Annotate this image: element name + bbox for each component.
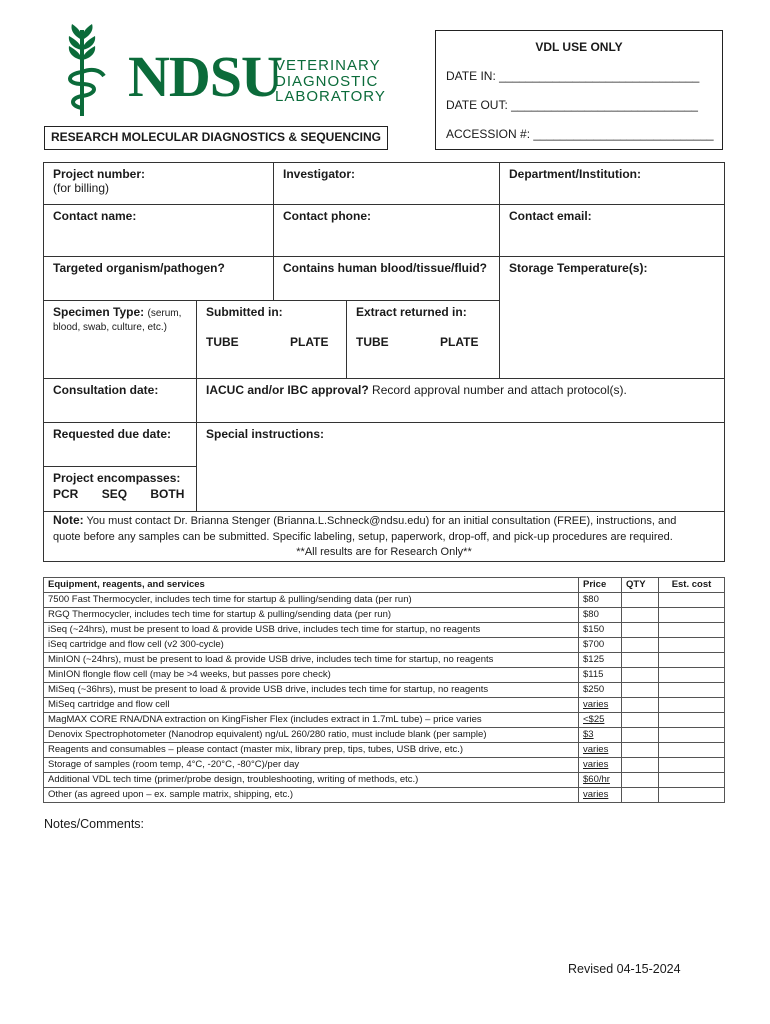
table-row xyxy=(44,743,725,758)
project-number-cell[interactable] xyxy=(44,163,274,205)
service-est-cost-input[interactable] xyxy=(659,698,725,713)
submitted-tube-option[interactable]: TUBE xyxy=(206,335,239,349)
table-row xyxy=(44,638,725,653)
notes-comments-label: Notes/Comments: xyxy=(44,817,145,831)
service-price: $125 xyxy=(579,653,622,668)
header-qty: QTY xyxy=(622,578,659,593)
service-item: MiSeq (~36hrs), must be present to load & provide USB drive, includes tech time for startup, no reagents xyxy=(44,683,579,698)
service-est-cost-input[interactable] xyxy=(659,653,725,668)
service-est-cost-input[interactable] xyxy=(659,728,725,743)
notes-comments-area[interactable] xyxy=(44,836,726,946)
service-est-cost-input[interactable] xyxy=(659,788,725,803)
ndsu-wordmark: NDSU xyxy=(128,44,282,109)
service-est-cost-input[interactable] xyxy=(659,743,725,758)
service-price: $60/hr xyxy=(579,773,622,788)
specimen-type-label: Specimen Type: xyxy=(53,305,145,319)
service-price: varies xyxy=(579,743,622,758)
service-qty-input[interactable] xyxy=(622,683,659,698)
seq-option[interactable]: SEQ xyxy=(101,487,128,501)
service-item: MinION flongle flow cell (may be >4 weeks, but passes pore check) xyxy=(44,668,579,683)
department-label: Department/Institution: xyxy=(509,167,641,181)
contact-email-cell[interactable] xyxy=(500,205,724,257)
contact-email-label: Contact email: xyxy=(509,209,592,223)
service-est-cost-input[interactable] xyxy=(659,668,725,683)
service-price: $150 xyxy=(579,623,622,638)
services-table xyxy=(43,577,725,803)
human-blood-label: Contains human blood/tissue/fluid? xyxy=(283,261,487,275)
special-instructions-cell[interactable] xyxy=(197,423,724,511)
special-instructions-label: Special instructions: xyxy=(206,427,325,441)
date-in-field[interactable]: DATE IN: ______________________________ xyxy=(446,69,700,83)
service-est-cost-input[interactable] xyxy=(659,623,725,638)
table-row xyxy=(44,593,725,608)
specimen-hint-2: blood, swab, culture, etc.) xyxy=(53,322,167,333)
service-qty-input[interactable] xyxy=(622,593,659,608)
extract-plate-option[interactable]: PLATE xyxy=(440,335,479,349)
contact-name-cell[interactable] xyxy=(44,205,274,257)
pcr-option[interactable]: PCR xyxy=(53,487,79,501)
service-item: Additional VDL tech time (primer/probe design, troubleshooting, writing of methods, etc.) xyxy=(44,773,579,788)
ndsu-logo xyxy=(60,22,390,122)
targeted-organism-cell[interactable] xyxy=(44,257,274,301)
storage-temperature-cell[interactable] xyxy=(500,257,724,379)
service-qty-input[interactable] xyxy=(622,743,659,758)
service-item: RGQ Thermocycler, includes tech time for startup & pulling/sending data (per run) xyxy=(44,608,579,623)
service-qty-input[interactable] xyxy=(622,773,659,788)
service-item: Storage of samples (room temp, 4°C, -20°C, -80°C)/per day xyxy=(44,758,579,773)
revision-date: Revised 04-15-2024 xyxy=(568,962,681,976)
requested-due-cell[interactable] xyxy=(44,423,197,467)
service-item: iSeq cartridge and flow cell (v2 300-cycle) xyxy=(44,638,579,653)
both-option[interactable]: BOTH xyxy=(150,487,185,501)
service-item: MagMAX CORE RNA/DNA extraction on KingFisher Flex (includes extract in 1.7mL tube) – price varies xyxy=(44,713,579,728)
logo-line-veterinary: VETERINARY xyxy=(275,57,381,74)
extract-returned-label: Extract returned in: xyxy=(356,305,467,319)
service-price: varies xyxy=(579,788,622,803)
service-est-cost-input[interactable] xyxy=(659,593,725,608)
department-cell[interactable] xyxy=(500,163,724,205)
service-est-cost-input[interactable] xyxy=(659,758,725,773)
service-price: <$25 xyxy=(579,713,622,728)
service-est-cost-input[interactable] xyxy=(659,773,725,788)
project-encompasses-label: Project encompasses: xyxy=(53,471,181,485)
service-price: $80 xyxy=(579,593,622,608)
service-qty-input[interactable] xyxy=(622,713,659,728)
header-est-cost: Est. cost xyxy=(659,578,725,593)
service-qty-input[interactable] xyxy=(622,698,659,713)
header-price: Price xyxy=(579,578,622,593)
table-row xyxy=(44,683,725,698)
service-price: $80 xyxy=(579,608,622,623)
iacuc-cell[interactable] xyxy=(197,379,724,423)
service-price: $250 xyxy=(579,683,622,698)
consultation-date-label: Consultation date: xyxy=(53,383,159,397)
submission-form-grid xyxy=(43,162,725,512)
note-box xyxy=(43,512,725,562)
extract-returned-cell xyxy=(347,301,500,379)
service-price: varies xyxy=(579,698,622,713)
logo-line-laboratory: LABORATORY xyxy=(275,88,386,105)
service-item: 7500 Fast Thermocycler, includes tech time for startup & pulling/sending data (per run) xyxy=(44,593,579,608)
service-item: MinION (~24hrs), must be present to load & provide USB drive, includes tech time for startup, no reagents xyxy=(44,653,579,668)
investigator-cell[interactable] xyxy=(274,163,500,205)
service-item: MiSeq cartridge and flow cell xyxy=(44,698,579,713)
service-qty-input[interactable] xyxy=(622,608,659,623)
form-title: RESEARCH MOLECULAR DIAGNOSTICS & SEQUENCING xyxy=(44,126,388,150)
iacuc-label: IACUC and/or IBC approval? xyxy=(206,383,369,397)
project-number-label: Project number: xyxy=(53,167,146,181)
requested-due-label: Requested due date: xyxy=(53,427,172,441)
submitted-in-label: Submitted in: xyxy=(206,305,283,319)
table-row xyxy=(44,728,725,743)
date-out-field[interactable]: DATE OUT: ____________________________ xyxy=(446,98,698,112)
extract-tube-option[interactable]: TUBE xyxy=(356,335,389,349)
table-row xyxy=(44,608,725,623)
table-row xyxy=(44,668,725,683)
service-qty-input[interactable] xyxy=(622,653,659,668)
table-row xyxy=(44,653,725,668)
investigator-label: Investigator: xyxy=(283,167,356,181)
service-est-cost-input[interactable] xyxy=(659,638,725,653)
service-qty-input[interactable] xyxy=(622,638,659,653)
services-table-body xyxy=(44,593,725,803)
service-qty-input[interactable] xyxy=(622,623,659,638)
table-row xyxy=(44,623,725,638)
service-qty-input[interactable] xyxy=(622,728,659,743)
services-header-row xyxy=(44,578,725,593)
service-price: $700 xyxy=(579,638,622,653)
service-qty-input[interactable] xyxy=(622,788,659,803)
table-row xyxy=(44,788,725,803)
iacuc-instructions: Record approval number and attach protocol(s). xyxy=(372,383,627,397)
table-row xyxy=(44,713,725,728)
consultation-date-cell[interactable] xyxy=(44,379,197,423)
targeted-organism-label: Targeted organism/pathogen? xyxy=(53,261,225,275)
table-row xyxy=(44,698,725,713)
submitted-plate-option[interactable]: PLATE xyxy=(290,335,329,349)
service-est-cost-input[interactable] xyxy=(659,608,725,623)
for-billing-note: (for billing) xyxy=(53,181,110,195)
service-item: Reagents and consumables – please contact (master mix, library prep, tips, tubes, USB drive, etc.) xyxy=(44,743,579,758)
service-price: $115 xyxy=(579,668,622,683)
storage-temperature-label: Storage Temperature(s): xyxy=(509,261,648,275)
specimen-type-cell[interactable] xyxy=(44,301,197,379)
logo-line-diagnostic: DIAGNOSTIC xyxy=(275,73,379,90)
contact-phone-cell[interactable] xyxy=(274,205,500,257)
caduceus-icon xyxy=(60,22,120,122)
note-line-3: **All results are for Research Only** xyxy=(296,546,472,558)
note-line-2: quote before any samples can be submitted. Specific labeling, setup, paperwork, drop-off, and pick-up procedures are required. xyxy=(53,530,673,543)
contact-name-label: Contact name: xyxy=(53,209,137,223)
service-price: $3 xyxy=(579,728,622,743)
service-item: Denovix Spectrophotometer (Nanodrop equivalent) ng/uL 260/280 ratio, must include blank (per sample) xyxy=(44,728,579,743)
service-item: Other (as agreed upon – ex. sample matrix, shipping, etc.) xyxy=(44,788,579,803)
table-row xyxy=(44,773,725,788)
contact-phone-label: Contact phone: xyxy=(283,209,371,223)
vdl-title: VDL USE ONLY xyxy=(535,40,623,54)
service-price: varies xyxy=(579,758,622,773)
accession-field[interactable]: ACCESSION #: ___________________________ xyxy=(446,127,714,141)
service-qty-input[interactable] xyxy=(622,668,659,683)
submitted-in-cell xyxy=(197,301,347,379)
vdl-use-only-box xyxy=(435,30,723,150)
service-item: iSeq (~24hrs), must be present to load & provide USB drive, includes tech time for startup, no reagents xyxy=(44,623,579,638)
table-row xyxy=(44,758,725,773)
service-qty-input[interactable] xyxy=(622,758,659,773)
note-line-1: You must contact Dr. Brianna Stenger (Brianna.L.Schneck@ndsu.edu) for an initial consultation (FREE), instructions, and xyxy=(86,515,677,527)
service-est-cost-input[interactable] xyxy=(659,713,725,728)
service-est-cost-input[interactable] xyxy=(659,683,725,698)
note-label: Note: xyxy=(53,513,84,527)
header-equipment: Equipment, reagents, and services xyxy=(44,578,579,593)
project-encompasses-cell xyxy=(44,467,197,511)
human-blood-cell[interactable] xyxy=(274,257,500,301)
specimen-hint-1: (serum, xyxy=(147,308,182,319)
